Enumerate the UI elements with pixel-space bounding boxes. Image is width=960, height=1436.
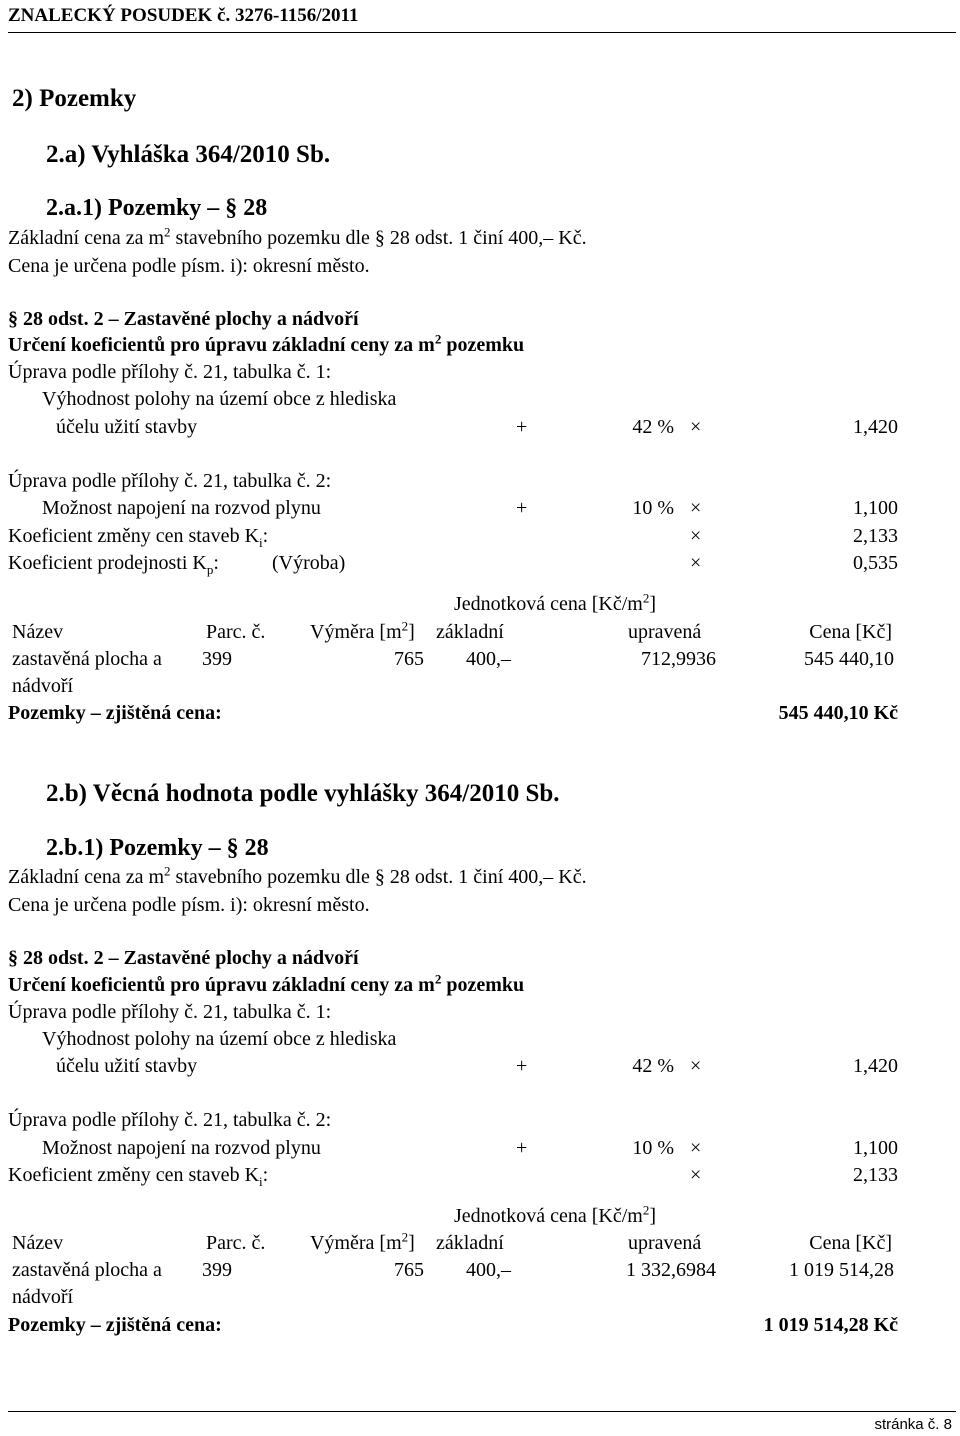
total-value: 1 019 514,28 Kč: [763, 1314, 898, 1336]
subsection-heading-a: 2.a) Vyhláška 364/2010 Sb.: [46, 141, 331, 168]
plus-sign: +: [516, 1137, 528, 1159]
row-base: 400,–: [466, 648, 511, 670]
row-price: 1 019 514,28: [789, 1259, 894, 1281]
saleability-coefficient-label: Koeficient prodejnosti $K_p$:: [8, 552, 219, 577]
location-advantage-line2: účelu užití stavby: [56, 416, 198, 438]
multiply-sign: ×: [690, 497, 702, 519]
adjustment-table-1-label: Úprava podle přílohy č. 21, tabulka č. 1:: [8, 1001, 332, 1023]
plus-sign: +: [516, 497, 528, 519]
plus-sign: +: [516, 416, 528, 438]
document-header-title: ZNALECKÝ POSUDEK č. 3276-1156/2011: [8, 5, 359, 26]
row-name-cont: nádvoří: [12, 1286, 74, 1308]
paragraph-heading: § 28 odst. 2 – Zastavěné plochy a nádvoří: [8, 947, 359, 969]
base-price-line: Základní cena za $m^2$ stavebního pozemku dle § 28 odst. 1 činí 400,– Kč.: [8, 863, 587, 888]
unit-price-header: Jednotková cena $[Kč/m^2]$: [454, 590, 656, 615]
col-header-base: základní: [436, 1232, 504, 1254]
header-rule: [8, 32, 956, 33]
percent-value: 42 %: [632, 1055, 674, 1077]
col-header-parcel: Parc. č.: [206, 621, 266, 643]
price-category-line: Cena je určena podle písm. i): okresní město.: [8, 255, 370, 277]
row-adjusted: 1 332,6984: [626, 1259, 716, 1281]
section-heading: 2) Pozemky: [12, 85, 137, 112]
multiply-sign: ×: [690, 1164, 702, 1186]
multiply-sign: ×: [690, 416, 702, 438]
saleability-note: (Výroba): [272, 552, 346, 574]
col-header-adjusted: upravená: [628, 621, 702, 643]
price-category-line: Cena je určena podle písm. i): okresní město.: [8, 894, 370, 916]
location-advantage-line1: Výhodnost polohy na území obce z hlediska: [42, 1028, 397, 1050]
sub-subsection-heading-b1: 2.b.1) Pozemky – § 28: [46, 835, 269, 861]
price-change-coefficient-label: Koeficient změny cen staveb $K_i$:: [8, 1164, 269, 1189]
col-header-area: Výměra $[m^2]$: [310, 1229, 415, 1254]
coefficient-value: 1,420: [853, 1055, 898, 1077]
total-value: 545 440,10 Kč: [778, 702, 898, 724]
footer-rule: [8, 1411, 956, 1412]
gas-connection-label: Možnost napojení na rozvod plynu: [42, 497, 321, 519]
gas-connection-label: Možnost napojení na rozvod plynu: [42, 1137, 321, 1159]
row-parcel: 399: [202, 1259, 232, 1281]
coefficients-heading: Určení koeficientů pro úpravu základní ceny za $m^2$ pozemku: [8, 971, 525, 996]
adjustment-table-2-label: Úprava podle přílohy č. 21, tabulka č. 2:: [8, 470, 332, 492]
row-parcel: 399: [202, 648, 232, 670]
price-change-coefficient-label: Koeficient změny cen staveb $K_i$:: [8, 525, 269, 550]
col-header-adjusted: upravená: [628, 1232, 702, 1254]
coefficient-value: 1,100: [853, 1137, 898, 1159]
col-header-name: Název: [12, 621, 64, 643]
subsection-heading-b: 2.b) Věcná hodnota podle vyhlášky 364/2010 Sb.: [46, 780, 560, 807]
sub-subsection-heading-a1: 2.a.1) Pozemky – § 28: [46, 195, 268, 221]
row-area: 765: [394, 1259, 424, 1281]
total-label: Pozemky – zjištěná cena:: [8, 702, 222, 724]
row-name-cont: nádvoří: [12, 675, 74, 697]
row-area: 765: [394, 648, 424, 670]
col-header-price: Cena [Kč]: [809, 1232, 892, 1254]
multiply-sign: ×: [690, 1055, 702, 1077]
location-advantage-line1: Výhodnost polohy na území obce z hlediska: [42, 388, 397, 410]
page-number: stránka č. 8: [874, 1416, 952, 1433]
row-name: zastavěná plocha a: [12, 648, 162, 670]
plus-sign: +: [516, 1055, 528, 1077]
coefficient-value: 0,535: [853, 552, 898, 574]
multiply-sign: ×: [690, 1137, 702, 1159]
unit-price-header: Jednotková cena $[Kč/m^2]$: [454, 1202, 656, 1227]
col-header-price: Cena [Kč]: [809, 621, 892, 643]
col-header-parcel: Parc. č.: [206, 1232, 266, 1254]
col-header-name: Název: [12, 1232, 64, 1254]
total-label: Pozemky – zjištěná cena:: [8, 1314, 222, 1336]
adjustment-table-2-label: Úprava podle přílohy č. 21, tabulka č. 2:: [8, 1109, 332, 1131]
row-price: 545 440,10: [804, 648, 894, 670]
coefficient-value: 1,100: [853, 497, 898, 519]
coefficient-value: 2,133: [853, 525, 898, 547]
coefficients-heading: Určení koeficientů pro úpravu základní ceny za $m^2$ pozemku: [8, 331, 525, 356]
coefficient-value: 2,133: [853, 1164, 898, 1186]
multiply-sign: ×: [690, 525, 702, 547]
row-name: zastavěná plocha a: [12, 1259, 162, 1281]
percent-value: 10 %: [632, 1137, 674, 1159]
multiply-sign: ×: [690, 552, 702, 574]
percent-value: 42 %: [632, 416, 674, 438]
col-header-area: Výměra $[m^2]$: [310, 618, 415, 643]
adjustment-table-1-label: Úprava podle přílohy č. 21, tabulka č. 1:: [8, 361, 332, 383]
percent-value: 10 %: [632, 497, 674, 519]
row-adjusted: 712,9936: [641, 648, 716, 670]
base-price-line: Základní cena za $m^2$ stavebního pozemku dle § 28 odst. 1 činí 400,– Kč.: [8, 224, 587, 249]
col-header-base: základní: [436, 621, 504, 643]
paragraph-heading: § 28 odst. 2 – Zastavěné plochy a nádvoří: [8, 308, 359, 330]
location-advantage-line2: účelu užití stavby: [56, 1055, 198, 1077]
coefficient-value: 1,420: [853, 416, 898, 438]
row-base: 400,–: [466, 1259, 511, 1281]
